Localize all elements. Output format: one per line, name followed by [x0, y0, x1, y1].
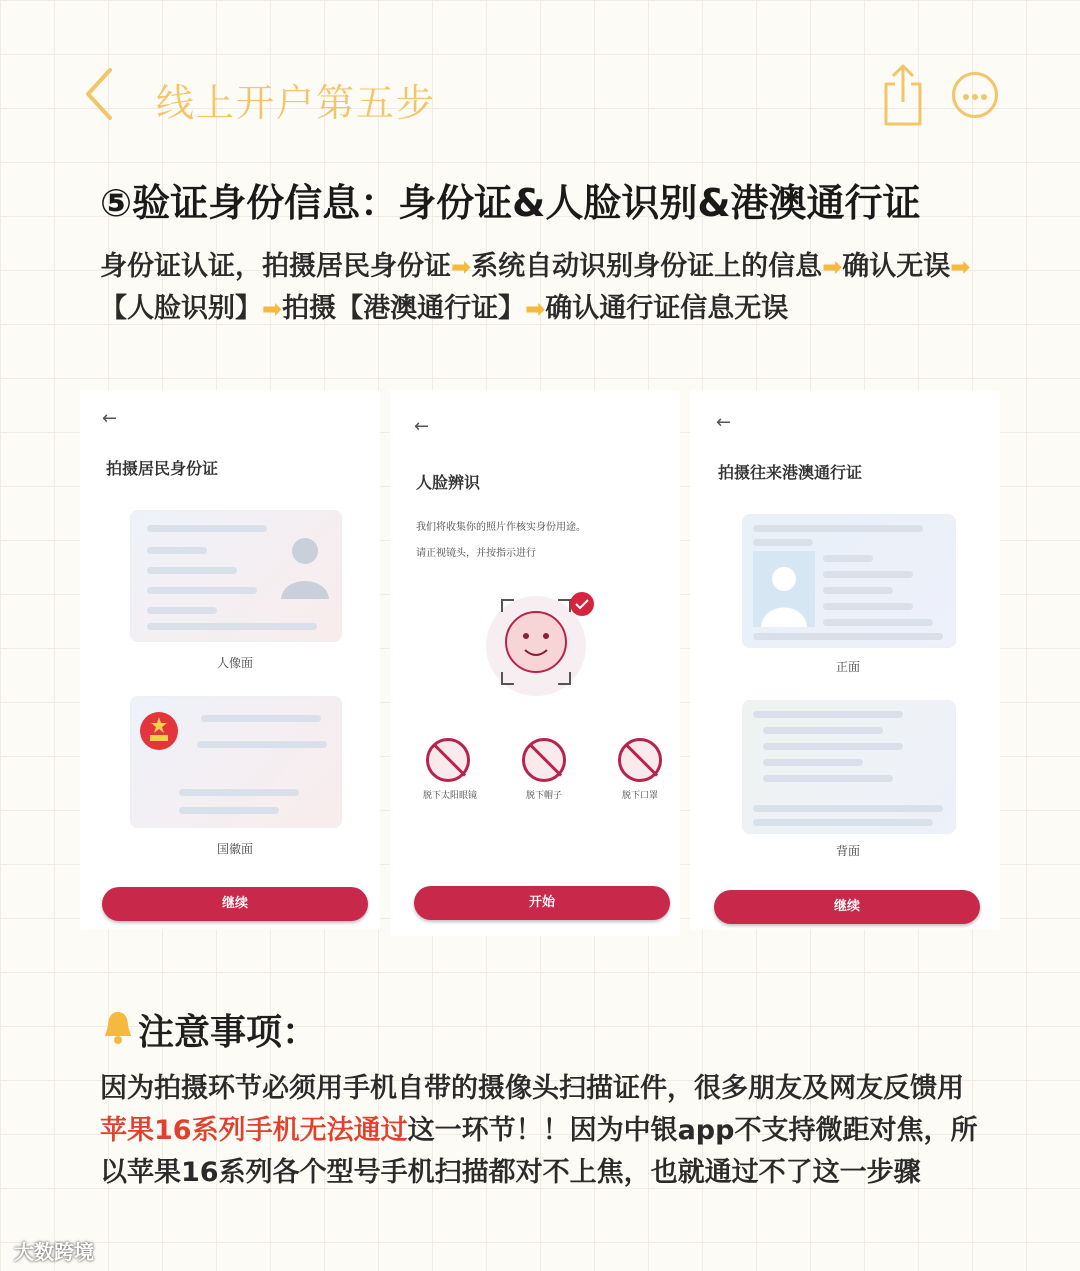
permit-front-card[interactable] [742, 514, 956, 648]
notes-highlight: 苹果16系列手机无法通过 [100, 1115, 408, 1146]
notes-text-part: 这一环节！！因为中银app不支持微距对焦，所以苹果16系列各个型号手机扫描都对不上焦，也就通过不了这一步骤 [100, 1115, 978, 1188]
back-caption: 背面 [835, 844, 860, 858]
no-sunglasses-icon [426, 738, 470, 782]
back-chevron-icon[interactable] [80, 64, 124, 124]
flow-text: 系统自动识别身份证上的信息 [471, 251, 823, 282]
face-scan-icon [478, 586, 608, 696]
flow-text: 【人脸识别】 [100, 293, 262, 324]
more-options-icon[interactable] [952, 72, 998, 118]
no-hat-icon [522, 738, 566, 782]
screen-title: 人脸辨识 [416, 473, 481, 492]
watermark: 大数跨境 [14, 1240, 94, 1264]
screen-back-icon[interactable]: ← [414, 416, 430, 437]
flow-text: 身份证认证，拍摄居民身份证 [100, 251, 451, 282]
permit-back-card[interactable] [742, 700, 956, 834]
id-card-screen [80, 390, 380, 930]
id-back-card[interactable] [130, 696, 342, 828]
portrait-icon [753, 551, 815, 627]
back-caption: 国徽面 [216, 842, 253, 856]
continue-button[interactable]: 继续 [714, 890, 980, 924]
notes-text [100, 1068, 990, 1194]
portrait-icon [277, 529, 333, 599]
top-bar [0, 50, 1080, 140]
face-instruction: 请正视镜头，并按指示进行 [416, 548, 536, 559]
page-title: 线上开户第五步 [156, 81, 437, 125]
no-mask-icon [618, 738, 662, 782]
permit-screen [690, 390, 1000, 930]
front-caption: 正面 [835, 660, 860, 674]
screen-title: 拍摄居民身份证 [106, 459, 219, 478]
step-heading: ⑤验证身份信息：身份证&人脸识别&港澳通行证 [100, 181, 921, 225]
screen-title: 拍摄往来港澳通行证 [718, 463, 863, 482]
start-button[interactable]: 开始 [414, 886, 670, 920]
arrow-right-icon: ➡ [525, 295, 546, 323]
arrow-right-icon: ➡ [262, 295, 283, 323]
continue-button[interactable]: 继续 [102, 887, 368, 921]
requirement-label: 脱下口罩 [621, 791, 658, 801]
arrow-right-icon: ➡ [451, 253, 472, 281]
notes-text-part: 因为拍摄环节必须用手机自带的摄像头扫描证件，很多朋友及网友反馈用 [100, 1073, 964, 1104]
face-description: 我们将收集你的照片作核实身份用途。 [416, 522, 586, 533]
screen-back-icon[interactable]: ← [716, 412, 732, 433]
bell-icon [102, 1010, 134, 1044]
notes-title: 注意事项： [138, 1012, 319, 1053]
screenshots-group [80, 390, 1010, 950]
arrow-right-icon: ➡ [950, 253, 971, 281]
id-front-card[interactable] [130, 510, 342, 642]
flow-text: 确认无误 [842, 251, 951, 282]
arrow-right-icon: ➡ [822, 253, 843, 281]
flow-text: 确认通行证信息无误 [545, 293, 789, 324]
requirement-label: 脱下太阳眼镜 [422, 791, 477, 801]
share-icon[interactable] [880, 62, 926, 128]
flow-description [100, 246, 980, 330]
requirement-label: 脱下帽子 [525, 791, 562, 801]
front-caption: 人像面 [216, 656, 253, 670]
flow-text: 拍摄【港澳通行证】 [282, 293, 526, 324]
national-emblem-icon [139, 711, 179, 751]
face-recognition-screen [390, 390, 680, 936]
screen-back-icon[interactable]: ← [102, 408, 118, 429]
